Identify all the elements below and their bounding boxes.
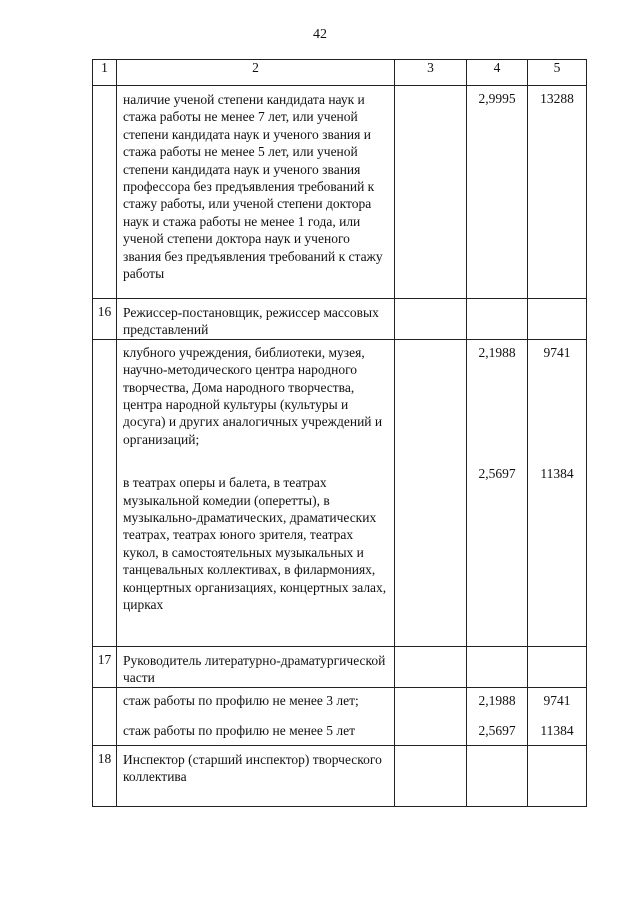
header-cell-3: 3: [395, 60, 467, 86]
salary-value: 11384: [540, 466, 574, 482]
empty-cell: [467, 646, 528, 687]
description-text: в театрах оперы и балета, в театрах музыкальной комедии (оперетты), в музыкально-драматических, драматических театрах, театрах юного зрителя, театрах кукол, в самостоятельных музыкальных и танцевальных коллективах, в филармониях, концертных организациях, концертных залах, цирках: [123, 475, 387, 613]
empty-cell: [467, 299, 528, 340]
row-number-cell: [93, 299, 117, 340]
empty-cell: [528, 299, 587, 340]
empty-cell: [467, 745, 528, 806]
position-title-cell: [117, 646, 395, 687]
coefficient-value: 2,1988: [478, 344, 516, 360]
position-title: Инспектор (старший инспектор) творческого коллектива: [123, 751, 382, 785]
coefficient-value: 2,5697: [478, 466, 516, 482]
table-row: [93, 687, 587, 745]
rates-table: [92, 59, 587, 807]
header-cell-2: 2: [117, 60, 395, 86]
coefficient-cell: [467, 687, 528, 745]
position-title: Режиссер-постановщик, режиссер массовых представлений: [123, 305, 379, 338]
table-row: [93, 339, 587, 646]
table-row: [93, 86, 587, 299]
row-number: [93, 86, 117, 299]
description-text: стаж работы по профилю не менее 5 лет: [123, 723, 355, 739]
salary-value: 9741: [543, 692, 571, 708]
position-title-cell: [117, 299, 395, 340]
row-number: 18: [97, 750, 112, 766]
salary-value: 9741: [543, 344, 571, 360]
salary-value: 11384: [540, 723, 574, 739]
empty-cell: [395, 745, 467, 806]
empty-cell: [395, 86, 467, 299]
empty-cell: [395, 646, 467, 687]
description-text: стаж работы по профилю не менее 3 лет;: [123, 692, 359, 708]
empty-cell: [93, 687, 117, 745]
position-title-cell: [117, 745, 395, 806]
row-number: 16: [97, 304, 112, 319]
empty-cell: [93, 339, 117, 646]
position-description: [117, 339, 395, 646]
coefficient-value: 2,1988: [478, 692, 516, 708]
row-number-cell: [93, 745, 117, 806]
table-row: [93, 646, 587, 687]
header-cell-1: 1: [93, 60, 117, 86]
salary-cell: [528, 86, 587, 299]
coefficient-cell: [467, 86, 528, 299]
description-text: наличие ученой степени кандидата наук и стажа работы не менее 7 лет, или ученой степени кандидата наук и ученого звания и стажа работы не менее 5 лет, или ученой степени кандидата наук и ученого звания профессора без предъявления требований к стажу работы, или ученой степени доктора наук и стажа работы не менее 1 года, или ученой степени доктора наук и ученого звания без предъявления требований к стажу работы: [123, 92, 383, 282]
table-row: [93, 745, 587, 806]
empty-cell: [528, 745, 587, 806]
row-number: 17: [97, 651, 112, 667]
table-header-row: [93, 60, 587, 86]
empty-cell: [395, 687, 467, 745]
coefficient-value: 2,9995: [478, 91, 516, 106]
header-cell-5: 5: [528, 60, 587, 86]
salary-value: 13288: [540, 91, 574, 106]
salary-cell: [528, 687, 587, 745]
header-cell-4: 4: [467, 60, 528, 86]
coefficient-cell: [467, 339, 528, 646]
position-description: [117, 86, 395, 299]
position-description: [117, 687, 395, 745]
position-title: Руководитель литературно-драматургической части: [123, 652, 386, 686]
empty-cell: [528, 646, 587, 687]
coefficient-value: 2,5697: [478, 723, 516, 739]
row-number-cell: [93, 646, 117, 687]
empty-cell: [395, 299, 467, 340]
page-number: 42: [313, 27, 327, 42]
salary-cell: [528, 339, 587, 646]
table-row: [93, 299, 587, 340]
description-text: клубного учреждения, библиотеки, музея, научно-методического центра народного творчества, Дома народного творчества, центра народной культуры (культуры и досуга) и других аналогичных учреждений и организаций;: [123, 344, 383, 447]
empty-cell: [395, 339, 467, 646]
